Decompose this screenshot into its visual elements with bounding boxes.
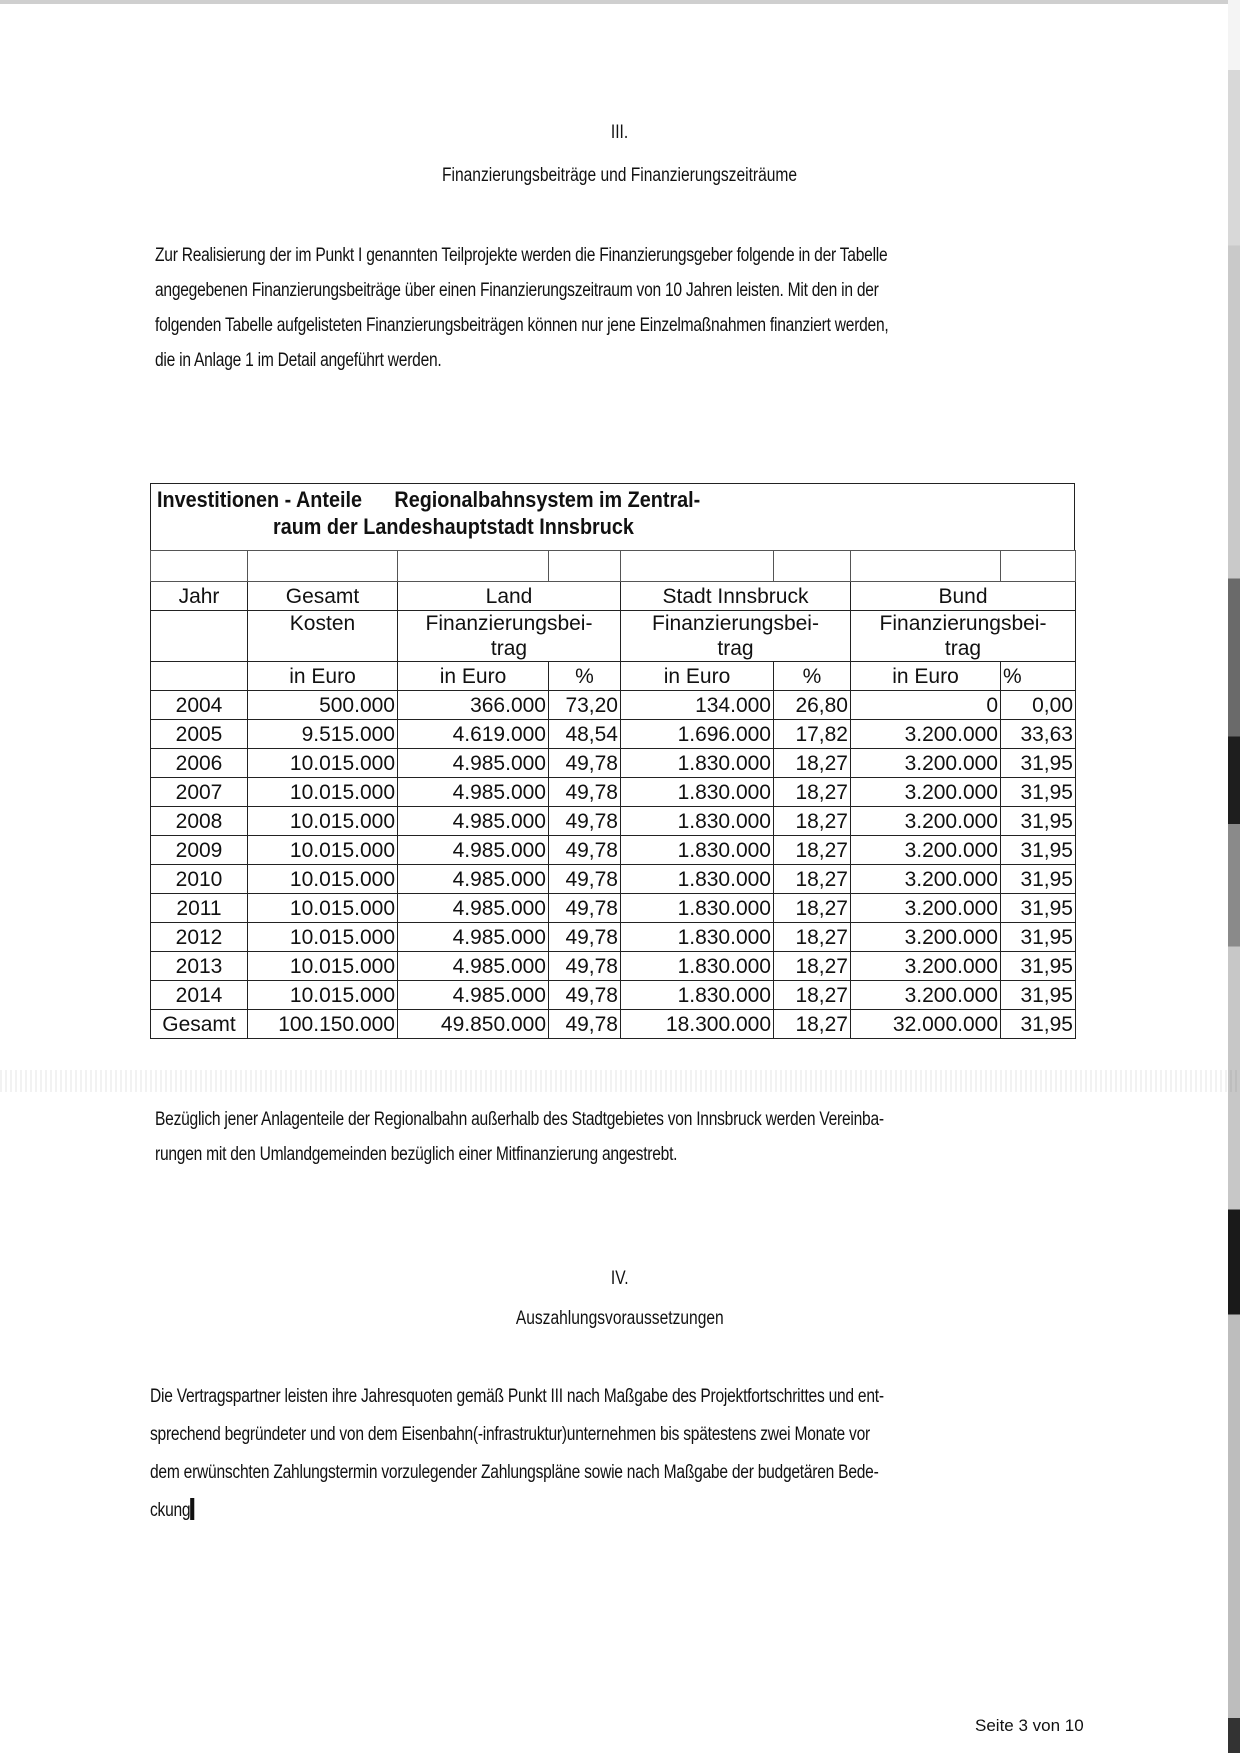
table-note-paragraph [155, 1102, 1087, 1172]
table-blank-row [151, 551, 1076, 582]
table-row [151, 894, 1076, 923]
table-row [151, 720, 1076, 749]
header-gesamt: Gesamt [248, 582, 398, 611]
table-title-line2: raum der Landeshauptstadt Innsbruck [273, 514, 634, 539]
cell-jahr: 2007 [151, 778, 248, 807]
cell-bund-eur: 3.200.000 [851, 952, 1001, 981]
header-jahr: Jahr [151, 582, 248, 611]
cell-bund-pct: 33,63 [1001, 720, 1076, 749]
investment-table [150, 483, 1075, 1039]
cell-gesamt: 10.015.000 [248, 923, 398, 952]
table-row [151, 749, 1076, 778]
cell-bund-eur: 3.200.000 [851, 778, 1001, 807]
cell-land-eur: 4.985.000 [398, 981, 549, 1010]
cell-bund-eur: 3.200.000 [851, 865, 1001, 894]
header-stadt-pct: % [774, 662, 851, 691]
cell-stadt-pct: 26,80 [774, 691, 851, 720]
cell-gesamt: 10.015.000 [248, 807, 398, 836]
cell-land-pct: 49,78 [549, 1010, 621, 1039]
cell-bund-pct: 31,95 [1001, 894, 1076, 923]
header-bund-pct: % [1001, 662, 1076, 691]
cell-gesamt: 100.150.000 [248, 1010, 398, 1039]
cell-jahr: 2011 [151, 894, 248, 923]
cell-jahr: 2014 [151, 981, 248, 1010]
table-row [151, 923, 1076, 952]
cell-stadt-eur: 1.830.000 [621, 778, 774, 807]
table-header-row-1 [151, 582, 1076, 611]
cell-stadt-eur: 1.696.000 [621, 720, 774, 749]
header-land-pct: % [549, 662, 621, 691]
cell-stadt-pct: 18,27 [774, 807, 851, 836]
section-iv-title: Auszahlungsvoraussetzungen [516, 1308, 724, 1329]
table-header-row-2 [151, 611, 1076, 662]
cell-stadt-eur: 1.830.000 [621, 952, 774, 981]
cell-stadt-eur: 1.830.000 [621, 749, 774, 778]
table-row [151, 1010, 1076, 1039]
cell-land-eur: 4.985.000 [398, 952, 549, 981]
cell-jahr: 2013 [151, 952, 248, 981]
table-row [151, 865, 1076, 894]
cell-stadt-eur: 1.830.000 [621, 836, 774, 865]
cell-stadt-pct: 18,27 [774, 749, 851, 778]
cell-stadt-eur: 1.830.000 [621, 865, 774, 894]
header-empty [151, 611, 248, 662]
cell-bund-eur: 3.200.000 [851, 981, 1001, 1010]
cell-bund-pct: 31,95 [1001, 923, 1076, 952]
cell-bund-pct: 31,95 [1001, 778, 1076, 807]
cell-land-eur: 4.985.000 [398, 865, 549, 894]
cell-bund-eur: 0 [851, 691, 1001, 720]
table-title-part2: Regionalbahnsystem im Zentral- [394, 487, 701, 512]
header-bund: Bund [851, 582, 1076, 611]
cell-bund-pct: 31,95 [1001, 981, 1076, 1010]
cell-gesamt: 10.015.000 [248, 778, 398, 807]
header-land-unit: in Euro [398, 662, 549, 691]
paragraph-line: sprechend begründeter und von dem Eisenbahn(-infrastruktur)unternehmen bis spätestens zwei Monate vor [150, 1424, 870, 1445]
cell-land-pct: 49,78 [549, 749, 621, 778]
cell-land-pct: 48,54 [549, 720, 621, 749]
paragraph-line: die in Anlage 1 im Detail angeführt werden. [155, 350, 442, 371]
cell-bund-pct: 31,95 [1001, 1010, 1076, 1039]
cell-bund-pct: 31,95 [1001, 807, 1076, 836]
table-title-part1: Investitionen - Anteile [157, 487, 363, 512]
cell-gesamt: 10.015.000 [248, 981, 398, 1010]
paragraph-line: Zur Realisierung der im Punkt I genannten Teilprojekte werden die Finanzierungsgeber folgende in der Tabelle [155, 245, 888, 266]
section-iii-paragraph [155, 238, 1085, 378]
cell-bund-pct: 0,00 [1001, 691, 1076, 720]
cell-land-pct: 49,78 [549, 923, 621, 952]
cell-stadt-pct: 18,27 [774, 1010, 851, 1039]
paragraph-line: Die Vertragspartner leisten ihre Jahresquoten gemäß Punkt III nach Maßgabe des Projektfortschrittes und ent- [150, 1386, 884, 1407]
cell-land-pct: 49,78 [549, 807, 621, 836]
cell-land-eur: 4.985.000 [398, 749, 549, 778]
cell-land-eur: 4.985.000 [398, 778, 549, 807]
header-land-finanz: Finanzierungsbei- trag [398, 611, 621, 662]
header-bund-unit: in Euro [851, 662, 1001, 691]
cell-land-eur: 366.000 [398, 691, 549, 720]
section-iii-title: Finanzierungsbeiträge und Finanzierungszeiträume [442, 165, 798, 186]
header-stadt-finanz: Finanzierungsbei- trag [621, 611, 851, 662]
cell-jahr: Gesamt [151, 1010, 248, 1039]
header-gesamt-unit: in Euro [248, 662, 398, 691]
section-iii-numeral: III. [611, 122, 629, 143]
cell-bund-eur: 3.200.000 [851, 894, 1001, 923]
cell-jahr: 2004 [151, 691, 248, 720]
header-empty [151, 662, 248, 691]
paragraph-line: dem erwünschten Zahlungstermin vorzulegender Zahlungspläne sowie nach Maßgabe der budgetären Bede- [150, 1462, 879, 1483]
header-bund-finanz: Finanzierungsbei- trag [851, 611, 1076, 662]
paragraph-line-last: ckung [150, 1492, 925, 1530]
cell-stadt-eur: 134.000 [621, 691, 774, 720]
header-stadt: Stadt Innsbruck [621, 582, 851, 611]
cell-gesamt: 10.015.000 [248, 749, 398, 778]
cell-jahr: 2009 [151, 836, 248, 865]
table-row [151, 691, 1076, 720]
cell-land-pct: 49,78 [549, 952, 621, 981]
cell-stadt-pct: 18,27 [774, 778, 851, 807]
cell-bund-pct: 31,95 [1001, 952, 1076, 981]
cell-stadt-pct: 18,27 [774, 865, 851, 894]
cell-bund-eur: 3.200.000 [851, 923, 1001, 952]
cell-land-pct: 49,78 [549, 894, 621, 923]
table-row [151, 836, 1076, 865]
header-stadt-unit: in Euro [621, 662, 774, 691]
table-header-row-3 [151, 662, 1076, 691]
section-iv-numeral: IV. [611, 1268, 629, 1289]
cell-jahr: 2006 [151, 749, 248, 778]
cell-land-eur: 4.985.000 [398, 923, 549, 952]
section-iv-paragraph [150, 1378, 1095, 1530]
cell-stadt-pct: 17,82 [774, 720, 851, 749]
paragraph-line: angegebenen Finanzierungsbeiträge über einen Finanzierungszeitraum von 10 Jahren leisten. Mit den in der [155, 280, 879, 301]
cell-land-eur: 49.850.000 [398, 1010, 549, 1039]
scan-right-edge [1228, 0, 1240, 1753]
cell-gesamt: 10.015.000 [248, 894, 398, 923]
cell-stadt-pct: 18,27 [774, 952, 851, 981]
financing-table [150, 550, 1076, 1039]
paragraph-line: folgenden Tabelle aufgelisteten Finanzierungsbeiträgen können nur jene Einzelmaßnahmen finanziert werden, [155, 315, 889, 336]
cell-land-eur: 4.985.000 [398, 836, 549, 865]
cell-land-eur: 4.985.000 [398, 894, 549, 923]
header-kosten: Kosten [248, 611, 398, 662]
cell-gesamt: 500.000 [248, 691, 398, 720]
cell-land-pct: 73,20 [549, 691, 621, 720]
text-cursor-mark [190, 1498, 194, 1520]
cell-gesamt: 10.015.000 [248, 952, 398, 981]
cell-land-pct: 49,78 [549, 778, 621, 807]
paragraph-line: rungen mit den Umlandgemeinden bezüglich einer Mitfinanzierung angestrebt. [155, 1144, 678, 1165]
cell-bund-pct: 31,95 [1001, 836, 1076, 865]
table-row [151, 952, 1076, 981]
cell-stadt-pct: 18,27 [774, 894, 851, 923]
cell-gesamt: 10.015.000 [248, 836, 398, 865]
cell-bund-eur: 3.200.000 [851, 749, 1001, 778]
paragraph-line: Bezüglich jener Anlagenteile der Regionalbahn außerhalb des Stadtgebietes von Innsbruck werden Vereinba- [155, 1109, 884, 1130]
cell-stadt-eur: 1.830.000 [621, 894, 774, 923]
table-row [151, 778, 1076, 807]
cell-jahr: 2012 [151, 923, 248, 952]
cell-stadt-pct: 18,27 [774, 981, 851, 1010]
cell-gesamt: 10.015.000 [248, 865, 398, 894]
cell-gesamt: 9.515.000 [248, 720, 398, 749]
cell-land-eur: 4.619.000 [398, 720, 549, 749]
table-title [150, 483, 1075, 550]
cell-bund-pct: 31,95 [1001, 749, 1076, 778]
cell-jahr: 2010 [151, 865, 248, 894]
cell-land-pct: 49,78 [549, 836, 621, 865]
cell-bund-pct: 31,95 [1001, 865, 1076, 894]
header-land: Land [398, 582, 621, 611]
cell-bund-eur: 32.000.000 [851, 1010, 1001, 1039]
scan-noise-band [0, 1070, 1240, 1092]
table-row [151, 981, 1076, 1010]
cell-land-pct: 49,78 [549, 981, 621, 1010]
cell-stadt-eur: 1.830.000 [621, 981, 774, 1010]
cell-bund-eur: 3.200.000 [851, 807, 1001, 836]
cell-stadt-eur: 1.830.000 [621, 807, 774, 836]
table-row [151, 807, 1076, 836]
page-number: Seite 3 von 10 [975, 1716, 1084, 1735]
cell-stadt-pct: 18,27 [774, 836, 851, 865]
scan-top-edge [0, 0, 1240, 4]
cell-land-eur: 4.985.000 [398, 807, 549, 836]
cell-jahr: 2005 [151, 720, 248, 749]
cell-stadt-eur: 1.830.000 [621, 923, 774, 952]
cell-jahr: 2008 [151, 807, 248, 836]
cell-stadt-pct: 18,27 [774, 923, 851, 952]
cell-stadt-eur: 18.300.000 [621, 1010, 774, 1039]
cell-bund-eur: 3.200.000 [851, 836, 1001, 865]
cell-land-pct: 49,78 [549, 865, 621, 894]
cell-bund-eur: 3.200.000 [851, 720, 1001, 749]
